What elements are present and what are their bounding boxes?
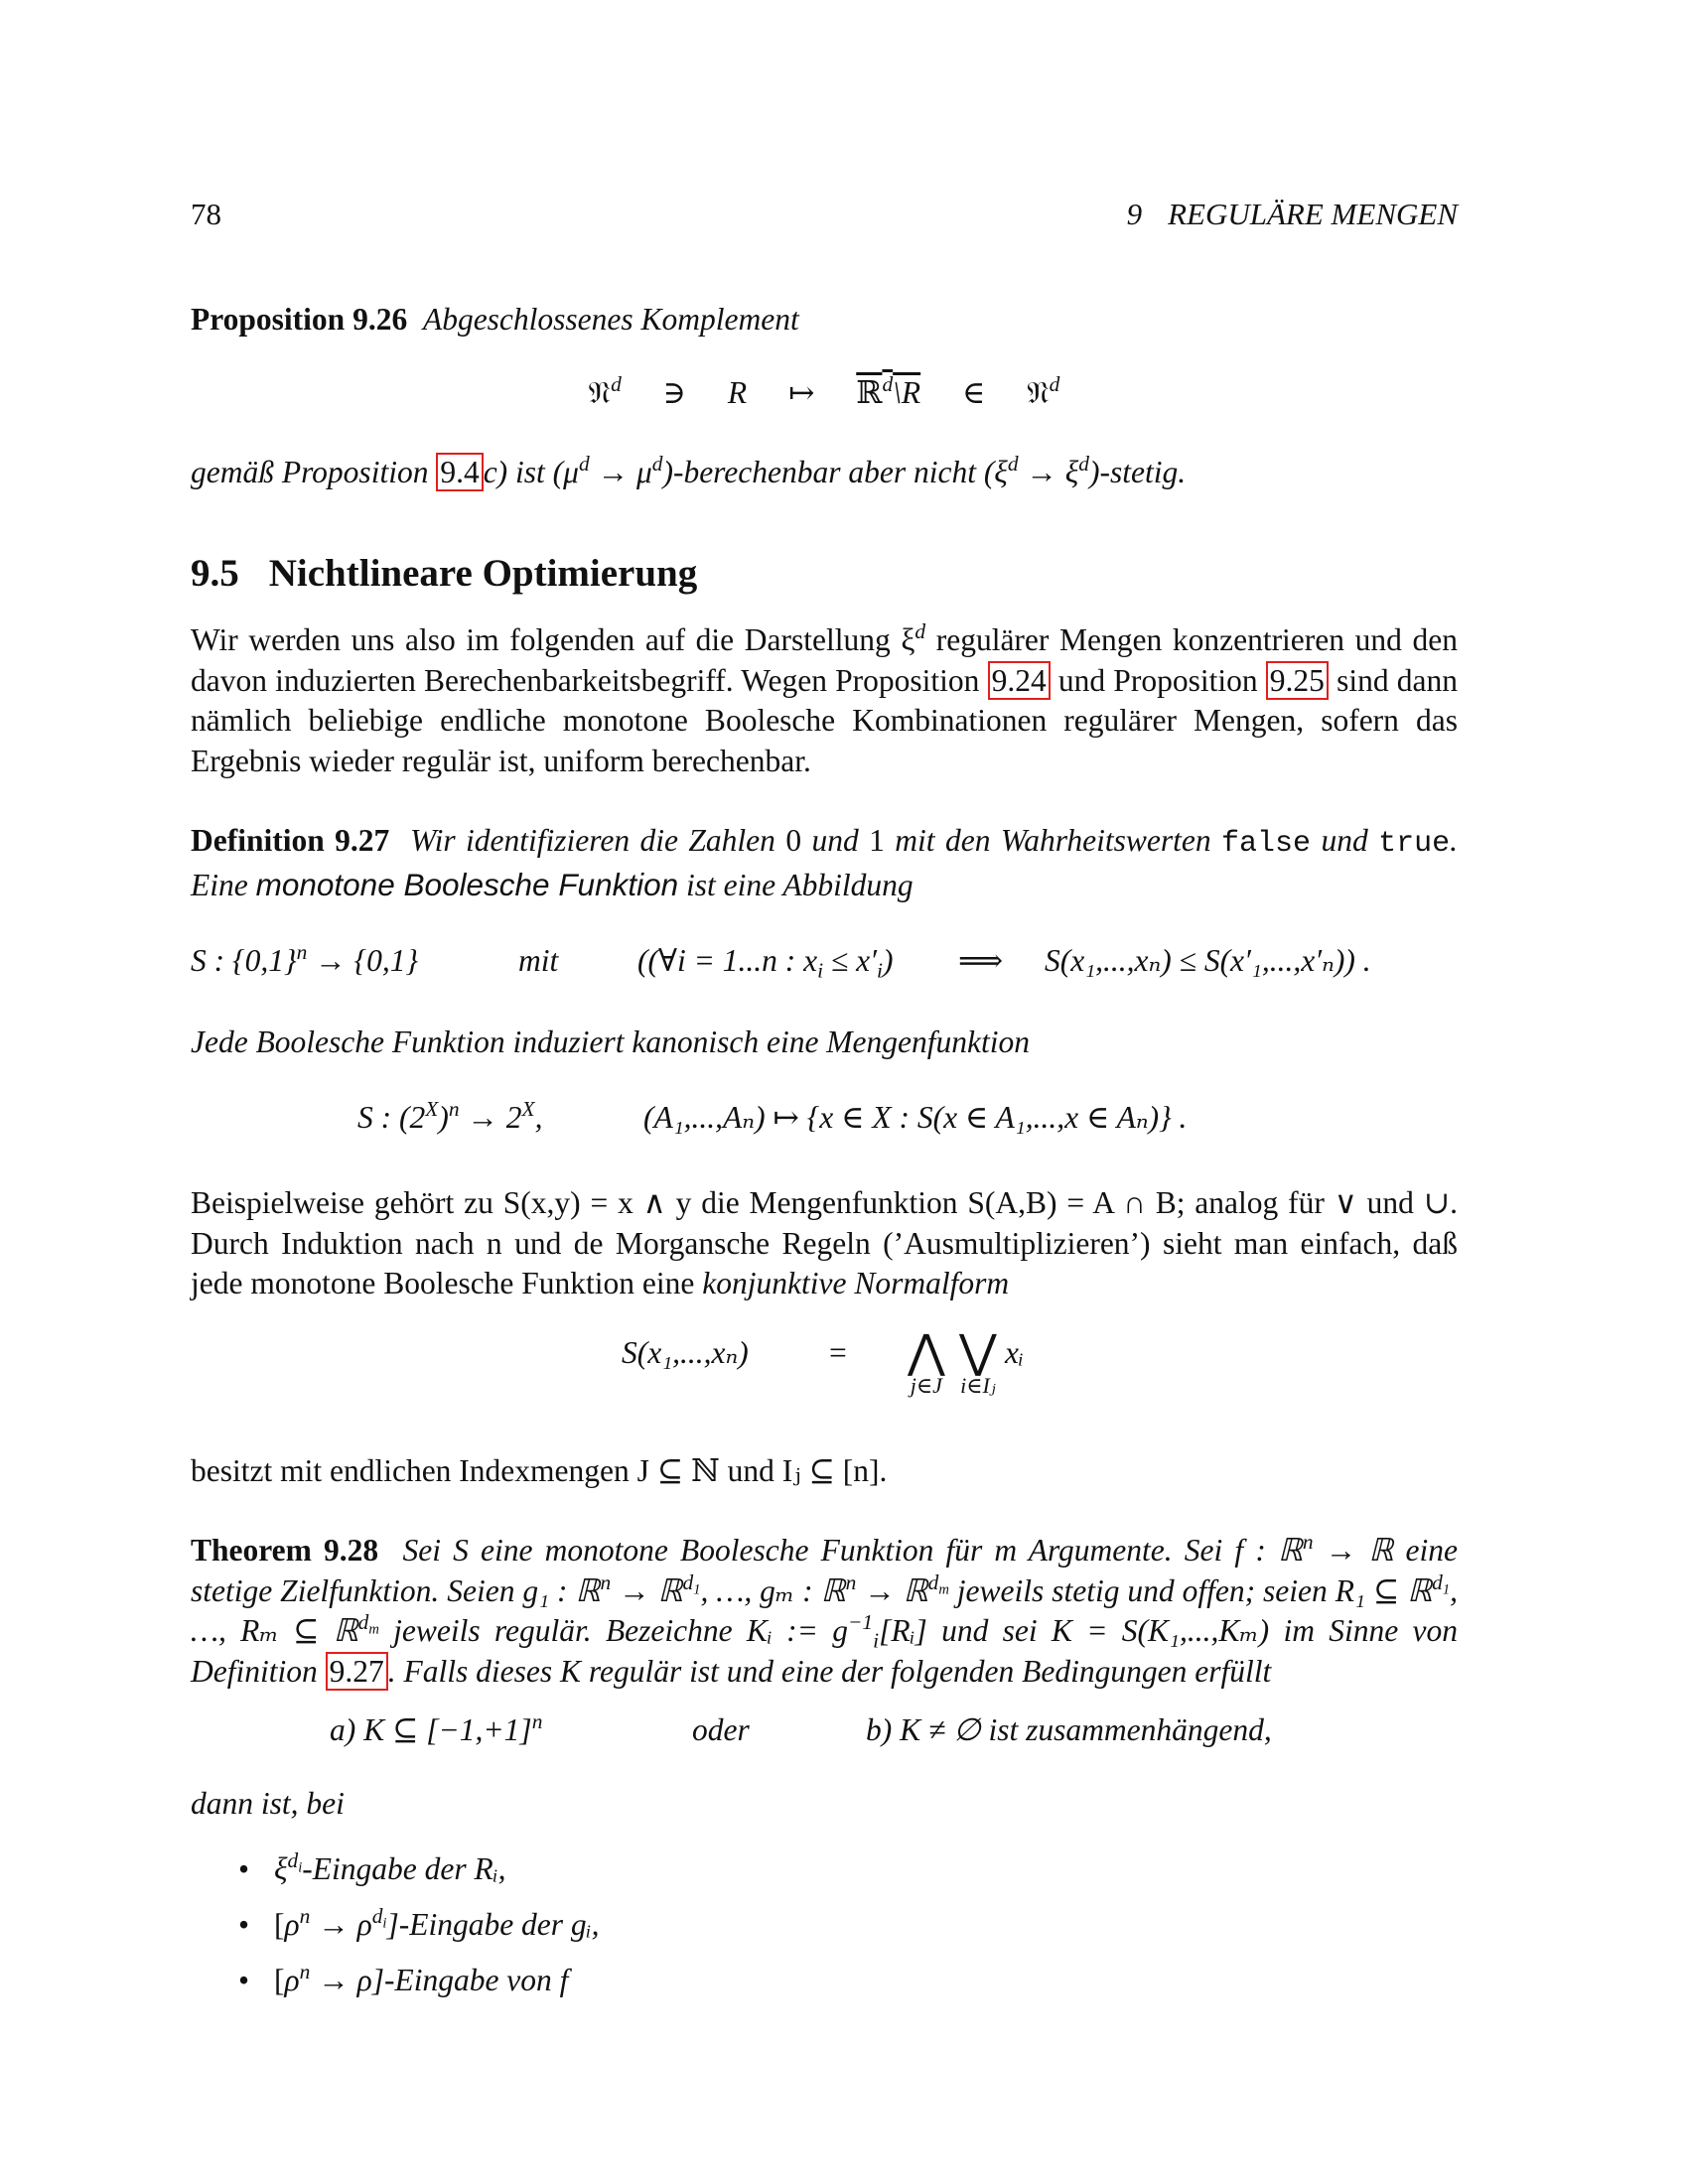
mapsto-symbol: ↦ — [787, 375, 815, 410]
set-r: R — [727, 375, 748, 410]
monotonicity-condition: S(x₁,...,xₙ) ≤ S(x′₁,...,x′ₙ)) . — [1045, 943, 1371, 978]
mit-label: mit — [518, 943, 559, 978]
section-number: 9.5 — [191, 552, 239, 595]
condition-a: a) K ⊆ $[-1,+1]^n$ — [330, 1709, 543, 1747]
chapter-number: 9 — [1126, 197, 1143, 231]
closure-complement: ℝ$^d$\R — [856, 372, 921, 410]
theorem-label: Theorem 9.28 — [191, 1533, 379, 1568]
proposition-title: Abgeschlossenes Komplement — [422, 302, 799, 337]
ref-def-9-27[interactable]: 9.27 — [326, 1652, 388, 1691]
monotone-boolesche-funktion: monotone Boolesche Funktion — [255, 866, 679, 902]
definition-label: Definition 9.27 — [191, 823, 390, 858]
proposition-statement: gemäß Proposition 9.4 c) ist ($\mu^d$ → $\mu^d$)-berechenbar aber nicht ($\xi^d$ → $\xi^d$)-stetig. — [191, 452, 1187, 489]
proposition-formula — [191, 372, 1458, 412]
chapter-heading — [1127, 197, 1458, 232]
set-function-intro: Jede Boolesche Funktion induziert kanonisch eine Mengenfunktion — [191, 1024, 1030, 1059]
intro-paragraph: Wir werden uns also im folgenden auf die Darstellung $\xi^d$ regulärer Mengen konzentrieren und den davon induzierten Berechenbarkeitsbegriff. Wegen Proposition 9.24 und Proposition 9.25 sind dann nämlich beliebige endliche monotone Boolesche Kombinationen regulärer Mengen, sofern das Ergebnis wieder regulär ist, uniform berechenbar. — [191, 619, 1458, 778]
set-function-map: (A₁,...,Aₙ) ↦ {x ∈ X : S(x ∈ A₁,...,x ∈ Aₙ)} . — [643, 1100, 1188, 1135]
ref-prop-9-4[interactable]: 9.4 — [436, 453, 483, 491]
section-heading — [191, 551, 1458, 596]
page: 78 9 REGULÄRE MENGEN Proposition 9.26 Abgeschlossenes Komplement 𝔑$^d$ ∋ R ↦ ℝ$^d$\R ∈ 𝔑$^d$ gemäß Proposition 9.4 c) ist ($\mu^d$ → $\mu^d$)-berechenbar aber nicht ($\xi^d$ → $\xi^d$)-stetig. 9.5 Nichtlineare Optimierung Wir werden uns also im folgenden auf die Darstellung $\xi^d$ regulärer Mengen konzentrieren und den davon induzierten Berechenbarkeitsbegriff. Wegen Proposition 9.24 und Proposition 9.25 sind dann nämlich beliebige endliche monotone Boolesche Kombinationen regulärer Mengen, sofern das Ergebnis wieder regulär ist, uniform berechenbar. Definition 9.27 Wir identifizieren die Zahlen 0 und 1 mit den Wahrheitswerten false und true. Eine monotone Boolesche Funktion ist eine Abbildung S : $\{0,1\}^n \to \{0,1\}$ mit ((∀i = 1...n : $x_i \le x'_i$) ⟹ S(x₁,...,xₙ) ≤ S(x′₁,...,x′ₙ)) . Jede Boolesche Funktion induziert kanonisch eine Mengenfunktion S : $(2^X)^n \to 2^X$, (A₁,...,Aₙ) ↦ {x ∈ X : S(x ∈ A₁,...,x ∈ Aₙ)} . Beispielweise gehört zu S(x,y) = x ∧ y die Mengenfunktion S(A,B) = A ∩ B; analog für ∨ und ∪. Durch Induktion nach n und de Morgansche Regeln (’Ausmultiplizieren’) sieht man einfach, daß jede monotone Boolesche Funktion eine konjunktive Normalform S(x₁,...,xₙ) = ⋀ j∈J ⋁ i∈Iⱼ xᵢ besitzt mit endlichen Indexmengen J ⊆ ℕ und Iⱼ ⊆ [n]. Theorem 9.28 Sei S eine monotone Boolesche Funktion für m Argumente. Sei f : ℝ$^n$ → ℝ eine stetige Zielfunktion. Seien g₁ : ℝ$^n$ → ℝ$^{d_1}$, …, gₘ : ℝ$^n$ → ℝ$^{d_m}$ jeweils stetig und offen; seien R₁ ⊆ ℝ$^{d_1}$, …, Rₘ ⊆ ℝ$^{d_m}$ jeweils regulär. Bezeichne Kᵢ := $g^{-1}_i[Rᵢ]$ und sei K = S(K₁,...,Kₘ) im Sinne von Definition 9.27 . Falls dieses K regulär ist und eine der folgenden Bedingungen erfüllt a) K ⊆ $[-1,+1]^n$ oder b) K ≠ ∅ ist zusammenhängend, dann ist, bei • $\xi^{d_i}$-Eingabe der Rᵢ, • [$\rho^n$ → $\rho^{d_i}$]-Eingabe der gᵢ, • [$\rho^n$ → ρ]-Eingabe von f — [191, 0, 1458, 2184]
theorem-9-28: Theorem 9.28 Sei S eine monotone Boolesche Funktion für m Argumente. Sei f : ℝ$^n$ → ℝ eine stetige Zielfunktion. Seien g₁ : ℝ$^n$ → ℝ$^{d_1}$, …, gₘ : ℝ$^n$ → ℝ$^{d_m}$ jeweils stetig und offen; seien R₁ ⊆ ℝ$^{d_1}$, …, Rₘ ⊆ ℝ$^{d_m}$ jeweils regulär. Bezeichne Kᵢ := $g^{-1}_i[Rᵢ]$ und sei K = S(K₁,...,Kₘ) im Sinne von Definition 9.27 . Falls dieses K regulär ist und eine der folgenden Bedingungen erfüllt — [191, 1530, 1459, 1689]
running-header — [191, 197, 1458, 236]
condition-b: b) K ≠ ∅ ist zusammenhängend, — [866, 1712, 1272, 1747]
section-title: Nichtlineare Optimierung — [268, 552, 698, 595]
proposition-label: Proposition 9.26 — [191, 302, 408, 337]
implies-symbol: ⟹ — [958, 943, 1004, 978]
frak-r-left: 𝔑$^d$ — [588, 372, 622, 410]
konjunktive-normalform: konjunktive Normalform — [702, 1266, 1010, 1300]
index-sets-sentence: besitzt mit endlichen Indexmengen J ⊆ ℕ und Iⱼ ⊆ [n]. — [191, 1453, 888, 1488]
definition-formula: S : $\{0,1\}^n \to \{0,1\}$ mit ((∀i = 1...n : $x_i \le x'_i$) ⟹ S(x₁,...,xₙ) ≤ S(x′₁,...,x′ₙ)) . — [191, 940, 1371, 983]
list-item: • [$\rho^n$ → $\rho^{d_i}$]-Eingabe der gᵢ, — [191, 1897, 1458, 1953]
page-number: 78 — [191, 197, 221, 231]
input-list — [191, 1842, 1458, 2008]
proposition-9-26-heading — [191, 300, 1458, 341]
dann-ist-bei: dann ist, bei — [191, 1786, 345, 1821]
chapter-title: REGULÄRE MENGEN — [1168, 197, 1458, 231]
big-wedge: ⋀ j∈J — [908, 1324, 945, 1398]
ref-prop-9-24[interactable]: 9.24 — [988, 661, 1051, 700]
list-item: • [$\rho^n$ → ρ]-Eingabe von f — [191, 1953, 1458, 2008]
list-item: • $\xi^{d_i}$-Eingabe der Rᵢ, — [191, 1842, 1458, 1897]
normal-form-formula: S(x₁,...,xₙ) = ⋀ j∈J ⋁ i∈Iⱼ xᵢ — [622, 1324, 1024, 1398]
definition-9-27: Definition 9.27 Wir identifizieren die Zahlen 0 und 1 mit den Wahrheitswerten false und true. Eine monotone Boolesche Funktion ist eine Abbildung — [191, 823, 1459, 902]
in-symbol: ∈ — [962, 375, 986, 410]
big-vee: ⋁ i∈Iⱼ — [959, 1324, 997, 1398]
oder-label: oder — [692, 1712, 750, 1747]
ref-prop-9-25[interactable]: 9.25 — [1266, 661, 1329, 700]
frak-r-right: 𝔑$^d$ — [1027, 372, 1060, 410]
ni-symbol: ∋ — [662, 375, 686, 410]
example-paragraph: Beispielweise gehört zu S(x,y) = x ∧ y die Mengenfunktion S(A,B) = A ∩ B; analog für ∨ und ∪. Durch Induktion nach n und de Morgansche Regeln (’Ausmultiplizieren’) sieht man einfach, daß jede monotone Boolesche Funktion eine konjunktive Normalform — [191, 1185, 1458, 1300]
